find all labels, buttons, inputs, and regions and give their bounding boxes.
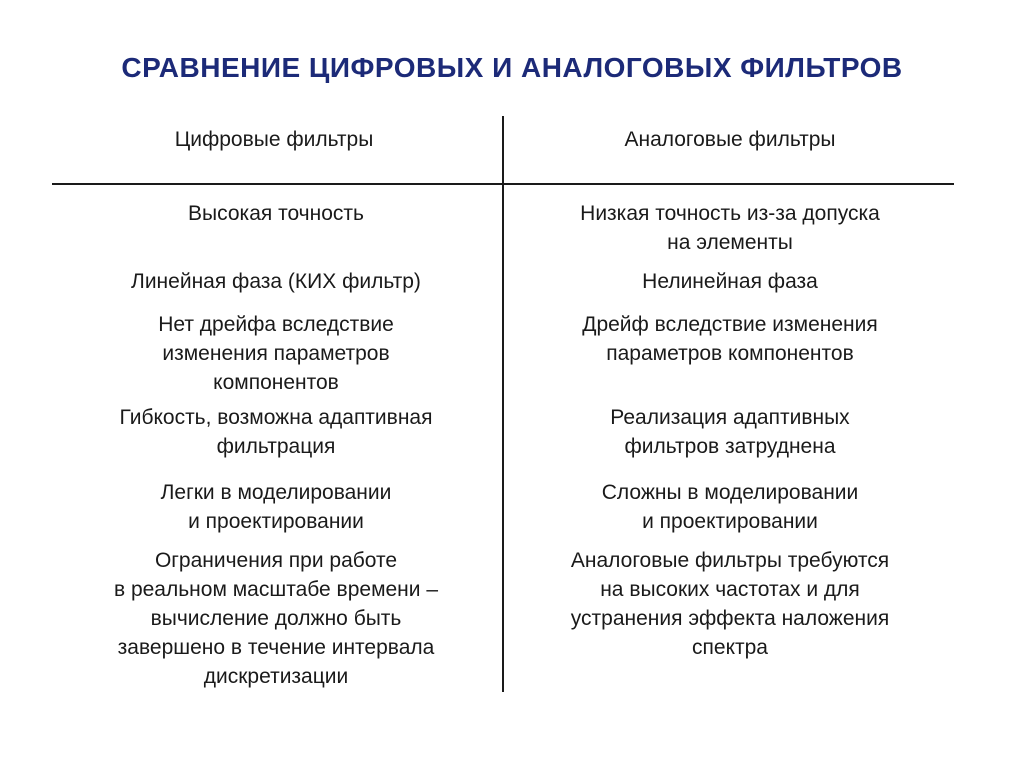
row-4-digital-cell: Гибкость, возможна адаптивная фильтрация xyxy=(119,406,433,458)
row-1-analog-cell: Низкая точность из-за допуска на элементы xyxy=(580,202,880,254)
column-header-analog: Аналоговые фильтры xyxy=(624,128,836,151)
row-3-digital-cell: Нет дрейфа вследствие изменения параметров компонентов xyxy=(158,313,394,394)
row-6-digital-cell: Ограничения при работе в реальном масштабе времени – вычисление должно быть завершено в течение интервала дискретизации xyxy=(113,549,439,688)
slide-title: СРАВНЕНИЕ ЦИФРОВЫХ И АНАЛОГОВЫХ ФИЛЬТРОВ xyxy=(121,52,903,83)
column-divider-line xyxy=(502,116,504,692)
row-4-analog-cell: Реализация адаптивных фильтров затруднена xyxy=(610,406,850,458)
row-3-analog-cell: Дрейф вследствие изменения параметров компонентов xyxy=(582,313,878,365)
row-5-analog-cell: Сложны в моделировании и проектировании xyxy=(601,481,859,533)
row-1-digital-cell: Высокая точность xyxy=(188,202,364,225)
row-6-analog-cell: Аналоговые фильтры требуются на высоких частотах и для устранения эффекта наложения спектра xyxy=(570,549,890,659)
row-5-digital-cell: Легки в моделировании и проектировании xyxy=(160,481,392,533)
row-2-analog-cell: Нелинейная фаза xyxy=(642,270,818,293)
column-header-digital: Цифровые фильтры xyxy=(174,128,374,151)
row-2-digital-cell: Линейная фаза (КИХ фильтр) xyxy=(131,270,421,293)
